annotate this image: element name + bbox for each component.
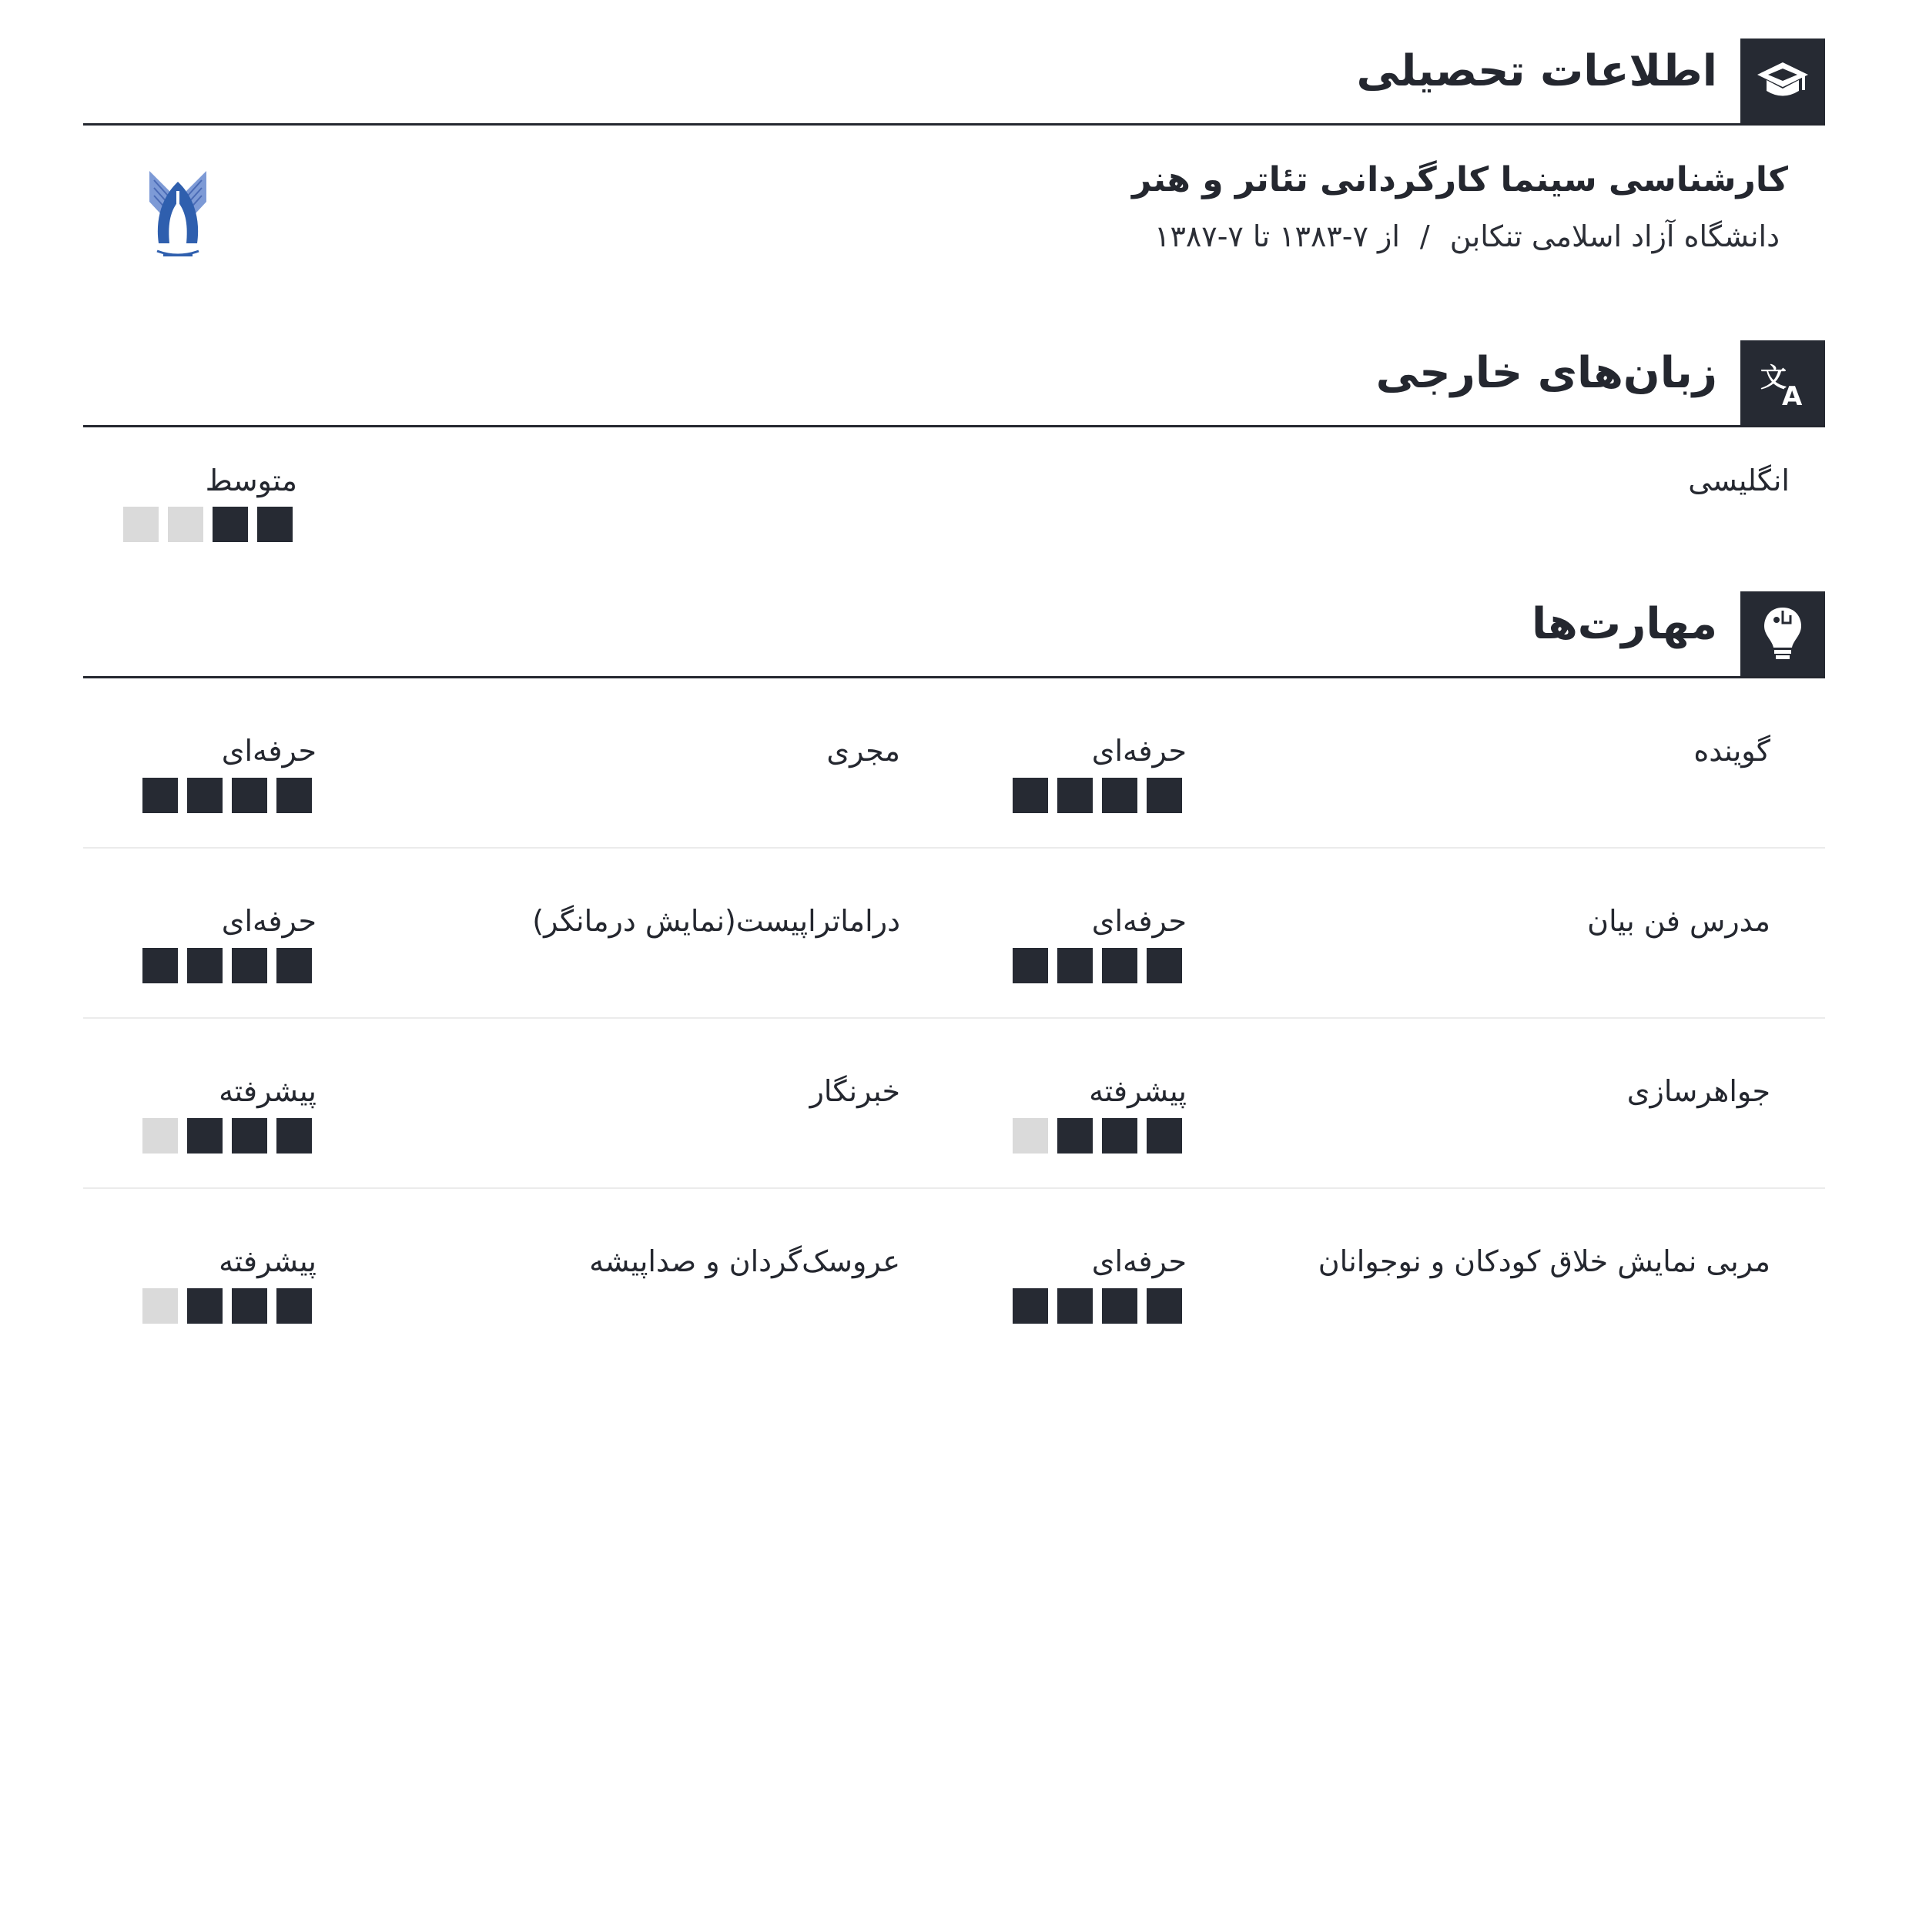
skill-rating xyxy=(1013,948,1182,983)
graduation-cap-icon xyxy=(1740,39,1825,123)
skill-level-label: حرفه‌ای xyxy=(221,734,316,768)
education-university: دانشگاه آزاد اسلامی تنکابن xyxy=(1449,219,1780,253)
skill-rating xyxy=(142,948,312,983)
rating-square-filled xyxy=(276,1118,312,1154)
skill-rating xyxy=(1013,1288,1182,1324)
skill-level-label: پیشرفته xyxy=(219,1244,316,1278)
skill-name: مربی نمایش خلاق کودکان و نوجوانان xyxy=(1318,1244,1770,1278)
rating-square-filled xyxy=(232,1118,267,1154)
skill-rating xyxy=(1013,778,1182,813)
skill-level-label: حرفه‌ای xyxy=(1091,734,1187,768)
rating-square-filled xyxy=(187,1288,223,1324)
rating-square-filled xyxy=(1102,778,1137,813)
education-meta xyxy=(1154,219,1780,253)
rating-square-filled xyxy=(142,778,178,813)
language-level-label: متوسط xyxy=(205,464,297,497)
skill-name: جواهرسازی xyxy=(1626,1074,1770,1108)
skill-level-label: حرفه‌ای xyxy=(1091,904,1187,938)
translate-icon xyxy=(1740,340,1825,425)
rating-square-filled xyxy=(232,948,267,983)
rating-square-empty xyxy=(168,507,203,542)
azad-university-logo xyxy=(146,168,209,263)
rating-square-empty xyxy=(142,1118,178,1154)
skills-section-header xyxy=(83,591,1825,678)
education-separator: / xyxy=(1419,219,1430,253)
skill-name: مدرس فن بیان xyxy=(1587,904,1770,938)
skill-rating xyxy=(142,1288,312,1324)
skill-name: مجری xyxy=(826,734,900,768)
rating-square-filled xyxy=(1147,1288,1182,1324)
rating-square-filled xyxy=(232,1288,267,1324)
rating-square-filled xyxy=(232,778,267,813)
rating-square-filled xyxy=(187,778,223,813)
rating-square-filled xyxy=(276,778,312,813)
rating-square-filled xyxy=(142,948,178,983)
rating-square-filled xyxy=(213,507,248,542)
rating-square-filled xyxy=(1147,778,1182,813)
rating-square-filled xyxy=(1102,1288,1137,1324)
rating-square-filled xyxy=(1013,948,1048,983)
language-rating xyxy=(123,507,293,542)
rating-square-filled xyxy=(257,507,293,542)
rating-square-filled xyxy=(1013,1288,1048,1324)
rating-square-filled xyxy=(1147,948,1182,983)
rating-square-empty xyxy=(1013,1118,1048,1154)
skill-rating xyxy=(1013,1118,1182,1154)
skill-level-label: حرفه‌ای xyxy=(221,904,316,938)
skill-name: دراماتراپیست(نمایش درمانگر) xyxy=(532,904,900,938)
skill-rating xyxy=(142,1118,312,1154)
rating-square-filled xyxy=(1013,778,1048,813)
row-divider xyxy=(83,1017,1825,1019)
rating-square-filled xyxy=(276,1288,312,1324)
rating-square-filled xyxy=(1057,948,1093,983)
row-divider xyxy=(83,847,1825,849)
rating-square-filled xyxy=(1102,948,1137,983)
skills-title: مهارت‌ها xyxy=(1531,599,1717,649)
rating-square-filled xyxy=(1057,778,1093,813)
rating-square-filled xyxy=(1057,1288,1093,1324)
rating-square-empty xyxy=(123,507,159,542)
lightbulb-icon xyxy=(1740,591,1825,676)
skill-level-label: پیشرفته xyxy=(1089,1074,1187,1108)
skill-name: خبرنگار xyxy=(809,1074,900,1108)
rating-square-filled xyxy=(1147,1118,1182,1154)
rating-square-filled xyxy=(1057,1118,1093,1154)
education-title: اطلاعات تحصیلی xyxy=(1356,46,1717,96)
languages-section-header xyxy=(83,340,1825,427)
row-divider xyxy=(83,1187,1825,1189)
skill-level-label: حرفه‌ای xyxy=(1091,1244,1187,1278)
language-name: انگلیسی xyxy=(1688,464,1790,497)
languages-title: زبان‌های خارجی xyxy=(1375,348,1717,398)
svg-text:文: 文 xyxy=(1760,363,1787,393)
rating-square-filled xyxy=(187,948,223,983)
skill-name: عروسک‌گردان و صداپیشه xyxy=(589,1244,900,1278)
rating-square-filled xyxy=(276,948,312,983)
education-section-header xyxy=(83,39,1825,126)
education-degree: کارشناسی سینما کارگردانی تئاتر و هنر xyxy=(1132,160,1788,199)
education-period: از ۷-۱۳۸۳ تا ۷-۱۳۸۷ xyxy=(1154,219,1400,253)
skill-rating xyxy=(142,778,312,813)
rating-square-filled xyxy=(187,1118,223,1154)
rating-square-filled xyxy=(1102,1118,1137,1154)
skill-level-label: پیشرفته xyxy=(219,1074,316,1108)
skill-name: گوینده xyxy=(1693,734,1770,768)
rating-square-empty xyxy=(142,1288,178,1324)
svg-text:A: A xyxy=(1782,381,1803,410)
